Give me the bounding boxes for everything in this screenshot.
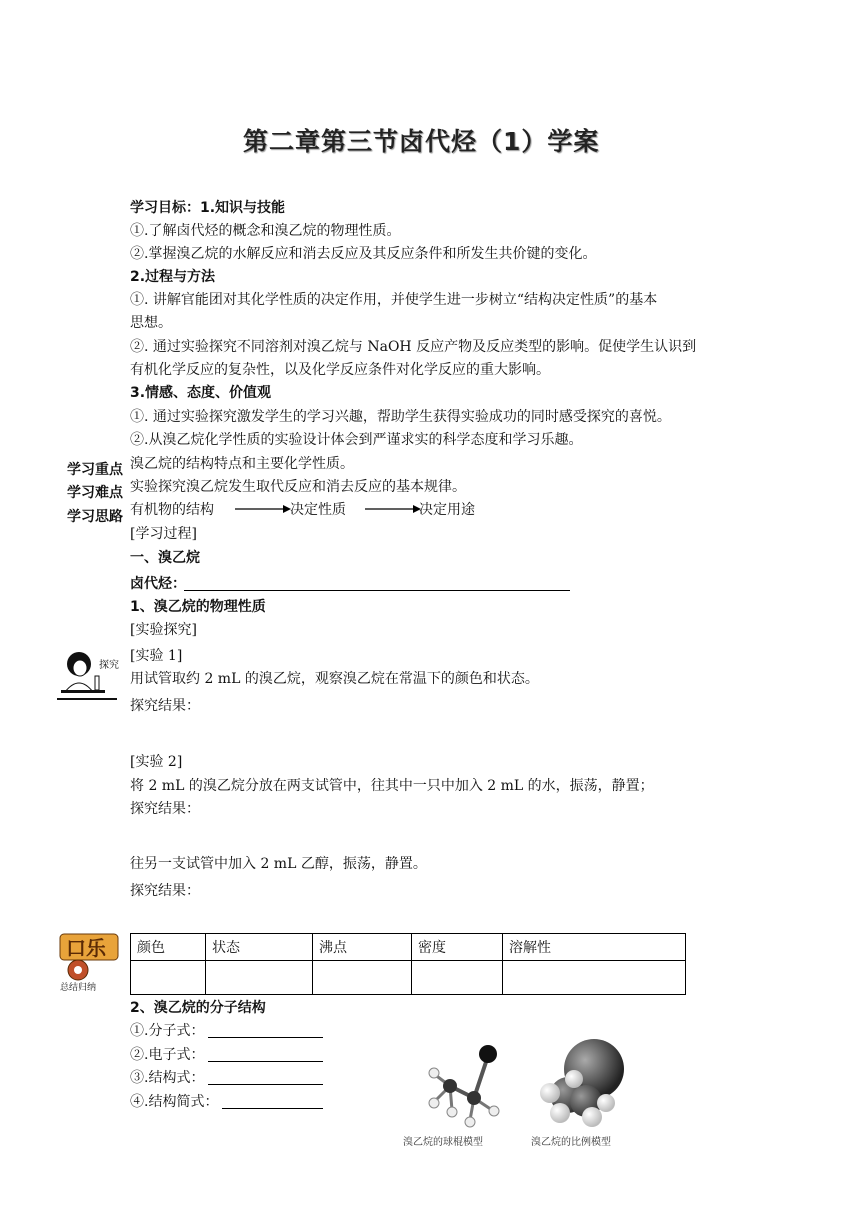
objective-knowledge-1: ①.了解卤代烃的概念和溴乙烷的物理性质。	[130, 223, 401, 239]
objective-process-1b: 思想。	[130, 315, 172, 331]
approach-property: 决定性质	[290, 502, 346, 518]
physical-properties-heading: 1、溴乙烷的物理性质	[130, 599, 266, 615]
cell-boiling-point[interactable]	[313, 961, 412, 995]
key-points-label: 学习重点	[67, 462, 123, 478]
objective-process-2b: 有机化学反应的复杂性，以及化学反应条件对化学反应的重大影响。	[130, 362, 550, 378]
objective-process-heading: 2.过程与方法	[130, 269, 216, 285]
arrow-right-icon	[363, 503, 423, 515]
objective-emotion-1: ①. 通过实验探究激发学生的学习兴趣，帮助学生获得实验成功的同时感受探究的喜悦。	[130, 409, 671, 425]
table-row	[131, 961, 686, 995]
cell-density[interactable]	[412, 961, 503, 995]
section-bromoethane: 一、溴乙烷	[130, 550, 200, 566]
objective-knowledge-2: ②.掌握溴乙烷的水解反应和消去反应及其反应条件和所发生共价键的变化。	[130, 246, 597, 262]
experiment-2-result: 探究结果：	[130, 801, 200, 817]
table-header-row	[131, 934, 686, 961]
structural-formula-label: ③.结构式：	[130, 1070, 205, 1086]
process-heading: [学习过程]	[130, 526, 197, 542]
cell-solubility[interactable]	[503, 961, 686, 995]
experiment-3-text: 往另一支试管中加入 2 mL 乙醇，振荡，静置。	[130, 856, 427, 872]
arrow-right-icon	[233, 503, 293, 515]
space-filling-model-image	[530, 1035, 630, 1131]
experiment-1-label: [实验 1]	[130, 648, 183, 664]
objective-process-2a: ②. 通过实验探究不同溶剂对溴乙烷与 NaOH 反应产物及反应类型的影响。促使学生认识到	[130, 339, 697, 355]
header-solubility: 溶解性	[503, 934, 686, 961]
key-points-text: 溴乙烷的结构特点和主要化学性质。	[130, 456, 354, 472]
explore-icon-text: 探究	[99, 660, 119, 671]
explore-label: [实验探究]	[130, 622, 197, 638]
experiment-2-text: 将 2 mL 的溴乙烷分放在两支试管中，往其中一只中加入 2 mL 的水，振荡，静置；	[130, 778, 654, 794]
objective-emotion-heading: 3.情感、态度、价值观	[130, 385, 272, 401]
difficulties-label: 学习难点	[67, 485, 123, 501]
space-filling-caption: 溴乙烷的比例模型	[531, 1137, 611, 1148]
approach-label: 学习思路	[67, 509, 123, 525]
summary-icon-text: 总结归纳	[60, 983, 97, 992]
summary-illustration-icon	[58, 930, 124, 992]
condensed-formula-label: ④.结构简式：	[130, 1094, 219, 1110]
properties-summary-table	[130, 933, 686, 995]
ball-and-stick-caption: 溴乙烷的球棍模型	[403, 1137, 483, 1148]
electron-formula-label: ②.电子式：	[130, 1047, 205, 1063]
electron-formula-line[interactable]	[208, 1047, 323, 1062]
structural-formula-line[interactable]	[208, 1070, 323, 1085]
svg-text:口乐: 口乐	[66, 936, 106, 960]
cell-color[interactable]	[131, 961, 206, 995]
objectives-heading: 学习目标：1.知识与技能	[130, 200, 286, 216]
page-title: 第二章第三节卤代烃（1）学案	[243, 127, 600, 156]
molecular-formula-label: ①.分子式：	[130, 1023, 205, 1039]
approach-structure: 有机物的结构	[130, 502, 214, 518]
objective-process-1a: ①. 讲解官能团对其化学性质的决定作用，并使学生进一步树立“结构决定性质”的基本	[130, 292, 658, 308]
objective-emotion-2: ②.从溴乙烷化学性质的实验设计体会到严谨求实的科学态度和学习乐趣。	[130, 432, 583, 448]
header-color: 颜色	[131, 934, 206, 961]
ball-and-stick-model-image	[412, 1040, 520, 1128]
haloalkane-label: 卤代烃：	[130, 576, 186, 592]
header-density: 密度	[412, 934, 503, 961]
explorer-illustration-icon	[55, 648, 121, 704]
experiment-1-result: 探究结果：	[130, 698, 200, 714]
haloalkane-answer-line[interactable]	[184, 576, 570, 591]
experiment-3-result: 探究结果：	[130, 883, 200, 899]
experiment-2-label: [实验 2]	[130, 754, 183, 770]
header-boiling-point: 沸点	[313, 934, 412, 961]
experiment-1-text: 用试管取约 2 mL 的溴乙烷，观察溴乙烷在常温下的颜色和状态。	[130, 671, 539, 687]
molecular-formula-line[interactable]	[208, 1023, 323, 1038]
condensed-formula-line[interactable]	[222, 1094, 323, 1109]
structure-heading: 2、溴乙烷的分子结构	[130, 1000, 266, 1016]
difficulties-text: 实验探究溴乙烷发生取代反应和消去反应的基本规律。	[130, 479, 466, 495]
cell-state[interactable]	[206, 961, 313, 995]
header-state: 状态	[206, 934, 313, 961]
approach-use: 决定用途	[419, 502, 475, 518]
